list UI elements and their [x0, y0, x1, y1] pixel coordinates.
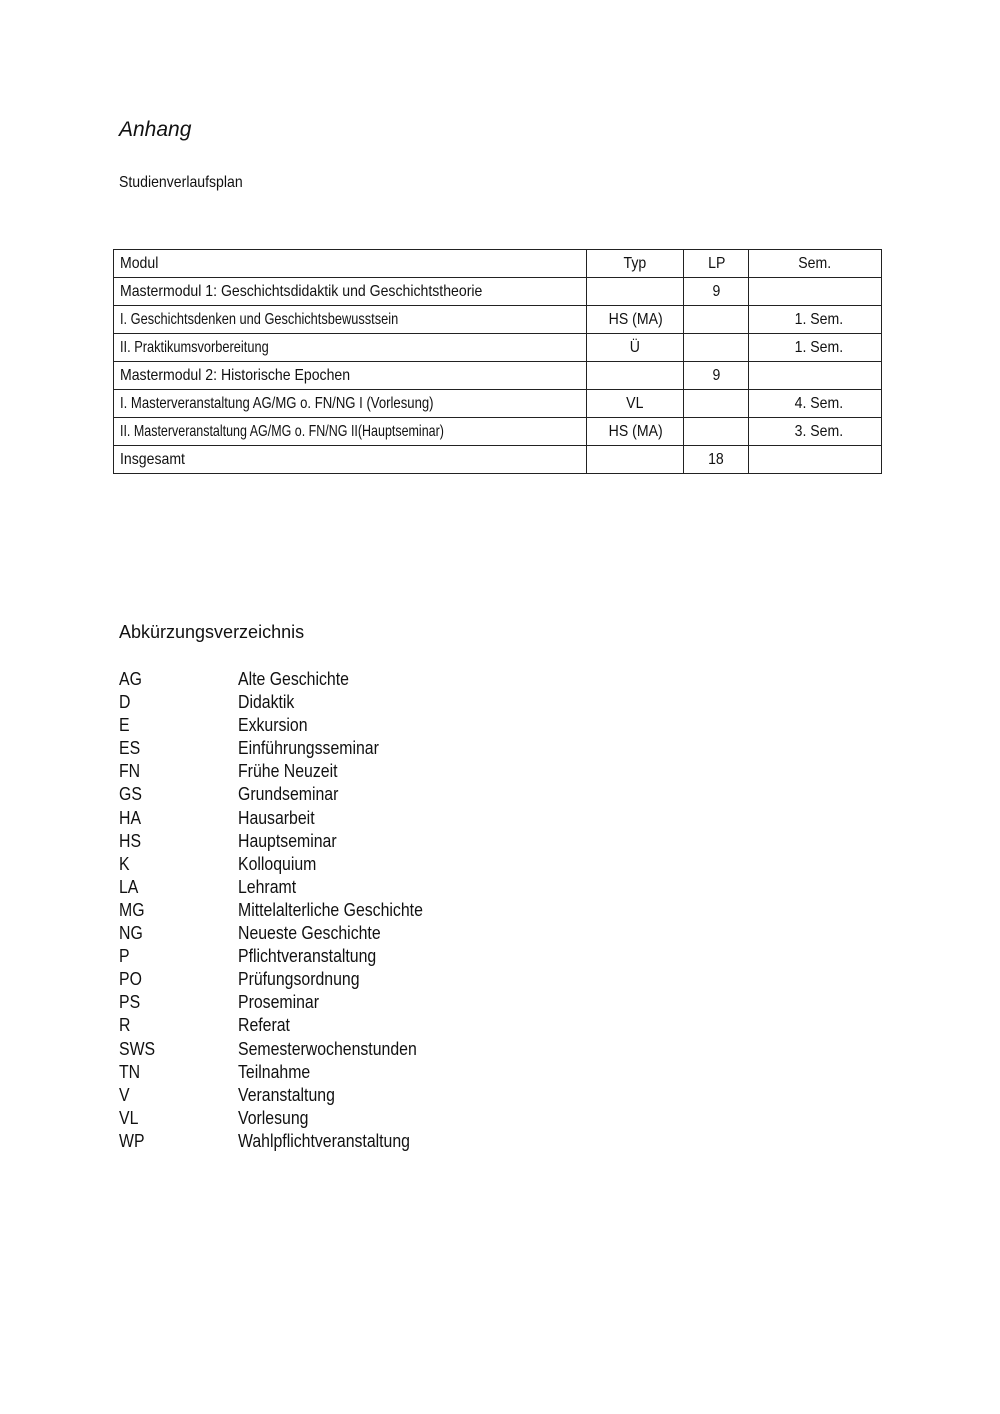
table-row [114, 362, 882, 390]
abbreviation-key: FN [119, 761, 141, 782]
cell-modul: Mastermodul 2: Historische Epochen [114, 362, 587, 390]
abbreviation-key: PS [119, 992, 141, 1013]
list-item [119, 1014, 619, 1037]
abbreviation-key: D [119, 692, 131, 713]
abbreviation-key: ES [119, 738, 141, 759]
table-row [114, 446, 882, 474]
cell-typ [587, 446, 684, 474]
list-item [119, 968, 619, 991]
cell-sem [749, 362, 882, 390]
abbreviation-key: MG [119, 899, 145, 920]
list-item [119, 691, 619, 714]
page-subheading: Studienverlaufsplan [119, 174, 243, 191]
list-item [119, 922, 619, 945]
abbreviation-key: TN [119, 1061, 141, 1082]
abbreviation-key: PO [119, 969, 142, 990]
abbreviation-value: Pflichtveranstaltung [238, 946, 377, 967]
cell-typ: VL [587, 390, 684, 418]
list-item [119, 830, 619, 853]
cell-sem: 1. Sem. [749, 334, 882, 362]
abbreviation-key: P [119, 946, 130, 967]
cell-modul: II. Praktikumsvorbereitung [114, 334, 587, 362]
abbreviation-value: Referat [238, 1015, 290, 1036]
list-item [119, 760, 619, 783]
abbreviation-value: Frühe Neuzeit [238, 761, 338, 782]
abbreviation-key: LA [119, 876, 139, 897]
abbreviation-value: Semesterwochenstunden [238, 1038, 417, 1059]
cell-modul: Mastermodul 1: Geschichtsdidaktik und Geschichtstheorie [114, 278, 587, 306]
cell-lp [684, 418, 749, 446]
cell-sem: 1. Sem. [749, 306, 882, 334]
list-item [119, 1107, 619, 1130]
abbreviation-key: E [119, 715, 130, 736]
abbreviation-key: AG [119, 669, 142, 689]
list-item [119, 1130, 619, 1153]
cell-sem [749, 278, 882, 306]
abbreviation-value: Didaktik [238, 692, 295, 713]
cell-lp: 18 [684, 446, 749, 474]
abbreviations-title: Abkürzungsverzeichnis [119, 622, 305, 642]
abbreviation-value: Alte Geschichte [238, 669, 349, 689]
abbreviation-value: Proseminar [238, 992, 319, 1013]
abbreviation-value: Wahlpflichtveranstaltung [238, 1130, 410, 1151]
abbreviations-list [119, 668, 619, 1153]
table-row [114, 334, 882, 362]
cell-typ: HS (MA) [587, 306, 684, 334]
cell-sem: 4. Sem. [749, 390, 882, 418]
list-item [119, 1038, 619, 1061]
abbreviation-key: HS [119, 830, 142, 851]
list-item [119, 668, 619, 691]
abbreviation-value: Hausarbeit [238, 807, 315, 828]
abbreviation-value: Prüfungsordnung [238, 969, 360, 990]
cell-lp [684, 334, 749, 362]
abbreviation-value: Teilnahme [238, 1061, 311, 1082]
abbreviation-key: K [119, 853, 130, 874]
cell-typ: Ü [587, 334, 684, 362]
abbreviation-value: Veranstaltung [238, 1084, 335, 1105]
list-item [119, 876, 619, 899]
abbreviation-value: Kolloquium [238, 853, 317, 874]
abbreviation-value: Vorlesung [238, 1107, 309, 1128]
abbreviation-value: Einführungsseminar [238, 738, 379, 759]
list-item [119, 991, 619, 1014]
cell-lp [684, 390, 749, 418]
list-item [119, 737, 619, 760]
study-plan-table-header [114, 250, 882, 278]
table-row [114, 418, 882, 446]
cell-modul: I. Geschichtsdenken und Geschichtsbewusstsein [114, 306, 587, 334]
cell-typ [587, 278, 684, 306]
list-item [119, 807, 619, 830]
list-item [119, 783, 619, 806]
cell-sem: 3. Sem. [749, 418, 882, 446]
cell-lp [684, 306, 749, 334]
study-plan-table-body [114, 278, 882, 474]
abbreviation-value: Grundseminar [238, 784, 339, 805]
header-typ: Typ [587, 250, 684, 278]
abbreviation-key: VL [119, 1107, 139, 1128]
abbreviation-key: GS [119, 784, 142, 805]
list-item [119, 945, 619, 968]
list-item [119, 1084, 619, 1107]
abbreviation-key: R [119, 1015, 131, 1036]
header-sem: Sem. [749, 250, 882, 278]
table-header-row [114, 250, 882, 278]
study-plan-table [113, 249, 882, 474]
abbreviation-key: NG [119, 923, 143, 944]
list-item [119, 714, 619, 737]
table-row [114, 390, 882, 418]
table-row [114, 306, 882, 334]
abbreviation-key: WP [119, 1130, 145, 1151]
cell-typ [587, 362, 684, 390]
cell-modul: I. Masterveranstaltung AG/MG o. FN/NG I (Vorlesung) [114, 390, 587, 418]
cell-typ: HS (MA) [587, 418, 684, 446]
cell-lp: 9 [684, 362, 749, 390]
header-modul: Modul [114, 250, 587, 278]
list-item [119, 853, 619, 876]
list-item [119, 899, 619, 922]
abbreviation-value: Neueste Geschichte [238, 923, 381, 944]
abbreviation-key: V [119, 1084, 130, 1105]
cell-modul: II. Masterveranstaltung AG/MG o. FN/NG II(Hauptseminar) [114, 418, 587, 446]
cell-sem [749, 446, 882, 474]
abbreviation-key: SWS [119, 1038, 156, 1059]
table-row [114, 278, 882, 306]
cell-modul: Insgesamt [114, 446, 587, 474]
abbreviation-value: Lehramt [238, 876, 297, 897]
page-heading: Anhang [119, 118, 192, 141]
cell-lp: 9 [684, 278, 749, 306]
abbreviation-value: Exkursion [238, 715, 308, 736]
abbreviation-value: Mittelalterliche Geschichte [238, 899, 423, 920]
abbreviation-key: HA [119, 807, 142, 828]
abbreviation-value: Hauptseminar [238, 830, 337, 851]
list-item [119, 1061, 619, 1084]
header-lp: LP [684, 250, 749, 278]
